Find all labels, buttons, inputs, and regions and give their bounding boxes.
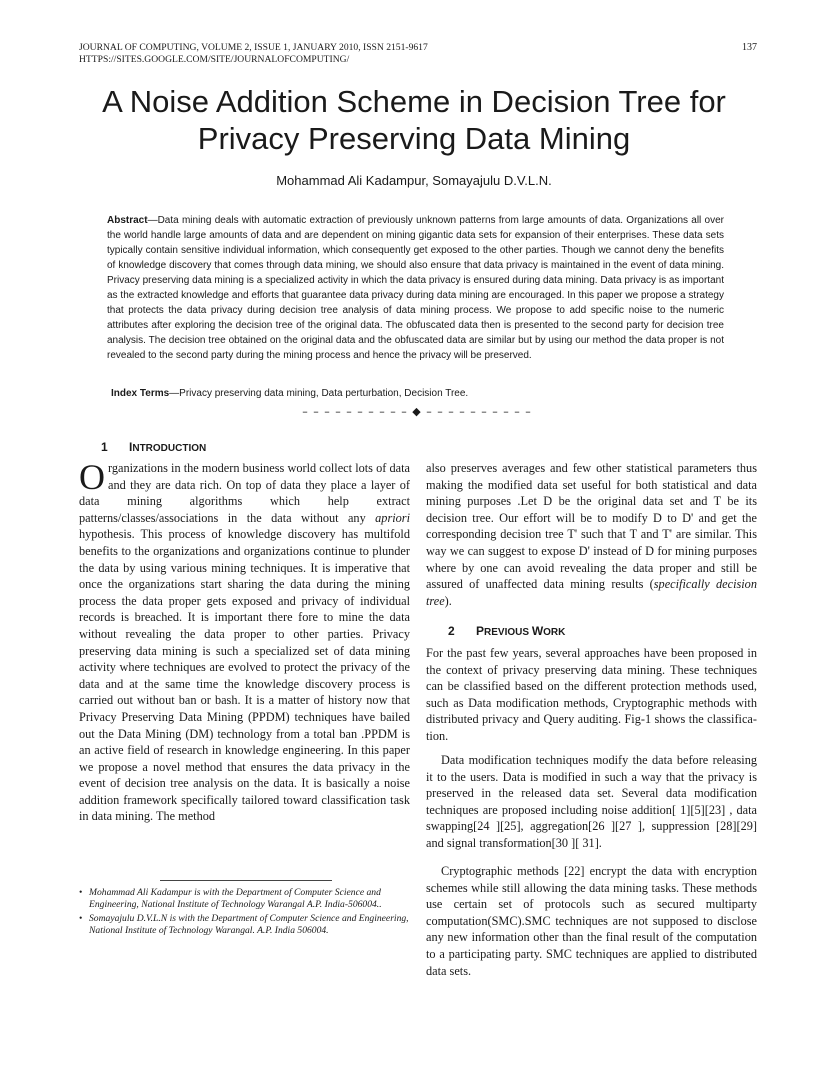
author-footnotes [79, 887, 410, 939]
drop-cap: O [79, 457, 105, 497]
previous-work-paragraph-1: For the past few years, several approaches have been proposed in the context of privacy preserving data mining. These techniques can be classified based on the different protection methods used, such as Data modification methods, Cryptographic methods with distributed privacy and Query auditing. Fig-1 shows the classification. [426, 646, 757, 743]
index-terms-dash: — [169, 388, 180, 399]
previous-work-paragraph-2: Data modification techniques modify the data before releasing it to the users. Data is modified in such a way that the privacy is preserved in the released data set. Several data modification techniques are proposed including noise addition[ 1][5][23] , data swapping[24 ][25], aggregation[26 ][27 ], suppression [28][29] and signal transformation[30 ][ 31]. [426, 753, 757, 850]
page-number: 137 [742, 42, 757, 53]
heading-rest: REVIOUS [484, 627, 532, 638]
intro-cont-text-2: ). [444, 593, 452, 608]
abstract-label: Abstract [107, 215, 148, 226]
section-heading-previous-work [448, 624, 565, 638]
heading-rest: NTRODUCTION [132, 443, 207, 454]
index-terms-text: Privacy preserving data mining, Data perturbation, Decision Tree. [179, 388, 469, 399]
section-separator: – – – – – – – – – – ◆ – – – – – – – – – – [302, 405, 532, 418]
intro-text-1: rganizations in the modern business world collect lots of data and they are data rich. On top of data they place a layer of data mining algorithms which help extract patterns/classes/associations in the data without any [79, 461, 410, 525]
introduction-paragraph [79, 457, 410, 825]
abstract [107, 213, 724, 363]
section-number: 2 [448, 624, 455, 638]
index-terms-label: Index Terms [111, 388, 170, 399]
running-head [79, 42, 757, 66]
intro-emphasis: apriori [375, 510, 410, 525]
previous-work-paragraph-3: Cryptographic methods [22] encrypt the data with encryption schemes while still allowing the data mining tasks. These methods use certain set of protocols such as secured multiparty computation(SMC).SMC techniques are not supposed to disclose any new information other than the final result of the computation to a participating party. SMC techniques are applied to distributed data sets. [426, 864, 757, 978]
index-terms [111, 387, 728, 401]
abstract-text: Data mining deals with automatic extraction of previously unknown patterns from large amounts of data. Organizations all over the world handle large amounts of data and are dependent on mining gigantic data sets for expansion of their enterprises. These data sets typically contain sensitive individual information, which consequently get exposed to the other parties. Though we cannot deny the benefits of knowledge discovery that comes through data mining, we should also ensure that data privacy is maintained in the event of data mining. Privacy preserving data mining is a specialized activity in which the data privacy is ensured during data mining. Data privacy is as important as the extracted knowledge and efforts that guarantee data privacy during data mining are encouraged. In this paper we propose a strategy that protects the data privacy during decision tree analysis of data mining process. We propose to add specific noise to the numeric attributes after exploring the decision tree of the original data. The obfuscated data then is presented to the second party for decision tree analysis. The decision tree obtained on the original data and the obfuscated data are similar but by using our method the data proper is not revealed to the second party during the mining process and hence the privacy will be preserved. [107, 215, 724, 361]
intro-cont-emphasis: specifically decision tree [426, 577, 757, 608]
abstract-dash: — [147, 215, 158, 226]
footnote-item: • Mohammad Ali Kadampur is with the Department of Computer Science and Engineering, National Institute of Technology Warangal A.P. India-506004.. [79, 887, 410, 911]
footnote-rule [160, 880, 332, 881]
title-line-1: A Noise Addition Scheme in Decision Tree for [102, 84, 726, 119]
journal-citation: JOURNAL OF COMPUTING, VOLUME 2, ISSUE 1, JANUARY 2010, ISSN 2151-9617 [79, 42, 428, 53]
introduction-continued-paragraph [426, 460, 757, 609]
heading-rest-2: ORK [543, 627, 566, 638]
section-number: 1 [101, 440, 108, 454]
journal-url: HTTPS://SITES.GOOGLE.COM/SITE/JOURNALOFCOMPUTING/ [79, 54, 350, 65]
footnote-item: • Somayajulu D.V.L.N is with the Department of Computer Science and Engineering, National Institute of Technology Warangal. A.P. India 506004. [79, 913, 410, 937]
section-heading-introduction [101, 440, 206, 454]
title-line-2: Privacy Preserving Data Mining [197, 121, 631, 156]
author-list: Mohammad Ali Kadampur, Somayajulu D.V.L.N. [276, 173, 552, 188]
intro-text-2: hypothesis. This process of knowledge discovery has multifold benefits to the organizations and organizations continue to plunder the data by using various mining techniques. It is imperative that once the organizations start sharing the data during the mining process the data proper gets exposed and privacy of individual records is breached. It is important there fore to mine the data without revealing the data proper to other parties. Privacy preserving data mining is such a specialized set of data mining activity where techniques are evolved to protect the privacy of the data and at the same time the knowledge discovery process is carried out without ban or bash. It is a matter of history now that Privacy Preserving Data Mining (PPDM) techniques have bailed out the Data Mining (DM) technology from a total ban .PPDM is an active field of research in knowledge engineering. In this paper we propose a novel method that ensures the data privacy in the event of decision tree analysis on the data. It is basically a noise addition framework specifically tailored toward classification task in data mining. The method [79, 527, 410, 824]
heading-initial: I [129, 440, 133, 454]
heading-initial: P [476, 624, 485, 638]
paper-title [40, 83, 788, 157]
heading-initial-2: W [531, 624, 544, 638]
intro-cont-text-1: also preserves averages and few other statistical parameters thus making the modified data set useful for both statistical and data mining purposes .Let D be the original data set and T be its decision tree. Our effort will be to modify D to D' and get the corresponding decision tree T' such that T and T' are similar. This way we can suggest to expose D' instead of D for mining purposes where by one can avoid revealing the data proper and still be assured of unaffected data mining results ( [426, 461, 757, 592]
